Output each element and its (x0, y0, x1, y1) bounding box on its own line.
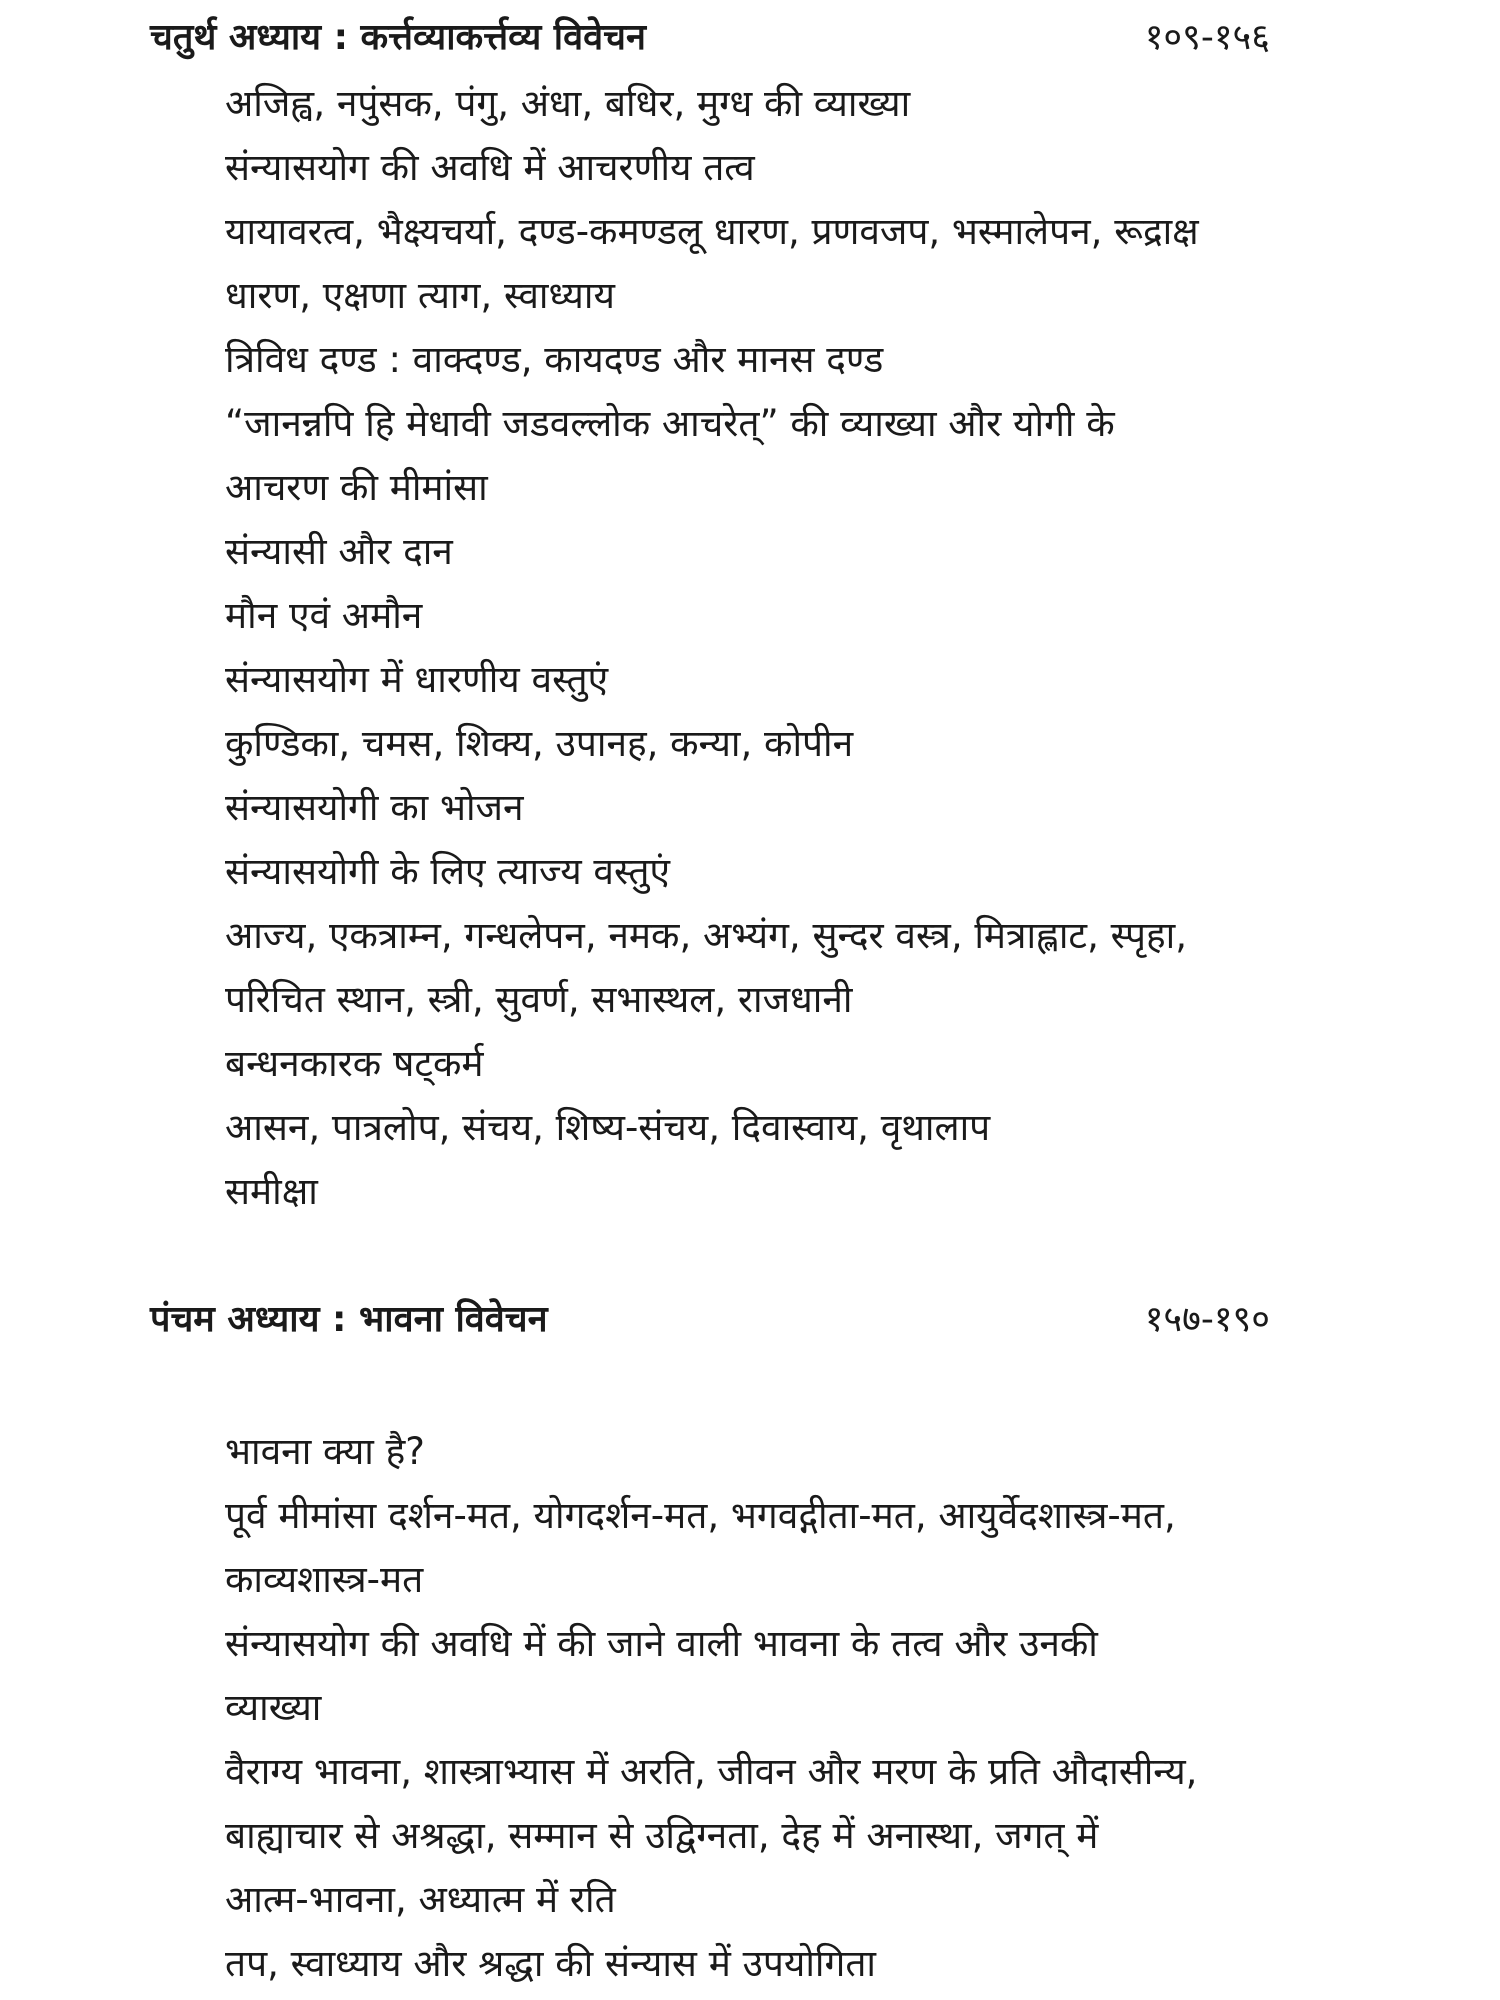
chapter-5-title: पंचम अध्याय : भावना विवेचन (150, 1299, 548, 1340)
chapter-4-topic-line: संन्यासयोग में धारणीय वस्तुएं (225, 658, 609, 701)
chapter-5-page-range: १५७-१९० (1144, 1299, 1270, 1340)
chapter-5-topic-line: आत्म-भावना, अध्यात्म में रति (225, 1878, 616, 1921)
chapter-4-topic-line: संन्यासयोग की अवधि में आचरणीय तत्व (225, 146, 755, 189)
chapter-4-topic-line: समीक्षा (225, 1170, 318, 1213)
chapter-5-topic-line: तप, स्वाध्याय और श्रद्धा की संन्यास में उपयोगिता (225, 1942, 877, 1985)
chapter-4-topic-line: अजिह्व, नपुंसक, पंगु, अंधा, बधिर, मुग्ध की व्याख्या (225, 82, 911, 125)
chapter-4-page-range: १०९-१५६ (1144, 17, 1270, 58)
chapter-4-topic-line: संन्यासयोगी का भोजन (225, 786, 524, 829)
chapter-5-topic-line: भावना क्या है? (225, 1430, 425, 1473)
chapter-4-topic-line: त्रिविध दण्ड : वाक्दण्ड, कायदण्ड और मानस दण्ड (225, 338, 884, 381)
chapter-4-topic-line: आचरण की मीमांसा (225, 466, 488, 509)
chapter-4-heading (150, 8, 1330, 68)
chapter-4-topic-line: परिचित स्थान, स्त्री, सुवर्ण, सभास्थल, राजधानी (225, 978, 853, 1021)
chapter-5-topic-line: संन्यासयोग की अवधि में की जाने वाली भावना के तत्व और उनकी (225, 1622, 1098, 1665)
chapter-5-topic-line: वैराग्य भावना, शास्त्राभ्यास में अरति, जीवन और मरण के प्रति औदासीन्य, (225, 1750, 1198, 1793)
chapter-4-title: चतुर्थ अध्याय : कर्त्तव्याकर्त्तव्य विवेचन (150, 17, 646, 58)
chapter-5-topic-line: काव्यशास्त्र-मत (225, 1558, 424, 1601)
chapter-4-topic-line: आज्य, एकत्राम्न, गन्धलेपन, नमक, अभ्यंग, सुन्दर वस्त्र, मित्राह्लाट, स्पृहा, (225, 914, 1187, 957)
chapter-5-topics (225, 1420, 1355, 1996)
chapter-5-topic-line: व्याख्या (225, 1686, 322, 1729)
chapter-4-topic-line: मौन एवं अमौन (225, 594, 423, 637)
chapter-5-heading (150, 1290, 1330, 1350)
chapter-4-topic-line: कुण्डिका, चमस, शिक्य, उपानह, कन्या, कोपीन (225, 722, 854, 765)
chapter-4-topic-line: “जानन्नपि हि मेधावी जडवल्लोक आचरेत्” की व्याख्या और योगी के (225, 402, 1115, 445)
chapter-4-topic-line: यायावरत्व, भैक्ष्यचर्या, दण्ड-कमण्डलू धारण, प्रणवजप, भस्मालेपन, रूद्राक्ष (225, 210, 1199, 253)
chapter-4-topics (225, 72, 1355, 1224)
chapter-4-topic-line: संन्यासी और दान (225, 530, 453, 573)
chapter-4-topic-line: धारण, एक्षणा त्याग, स्वाध्याय (225, 274, 615, 317)
chapter-4-topic-line: आसन, पात्रलोप, संचय, शिष्य-संचय, दिवास्वाय, वृथालाप (225, 1106, 991, 1149)
chapter-4-topic-line: संन्यासयोगी के लिए त्याज्य वस्तुएं (225, 850, 670, 893)
chapter-5-topic-line: बाह्याचार से अश्रद्धा, सम्मान से उद्विग्नता, देह में अनास्था, जगत् में (225, 1814, 1099, 1857)
chapter-5-topic-line: पूर्व मीमांसा दर्शन-मत, योगदर्शन-मत, भगवद्गीता-मत, आयुर्वेदशास्त्र-मत, (225, 1494, 1176, 1537)
chapter-4-topic-line: बन्धनकारक षट्कर्म (225, 1042, 484, 1085)
